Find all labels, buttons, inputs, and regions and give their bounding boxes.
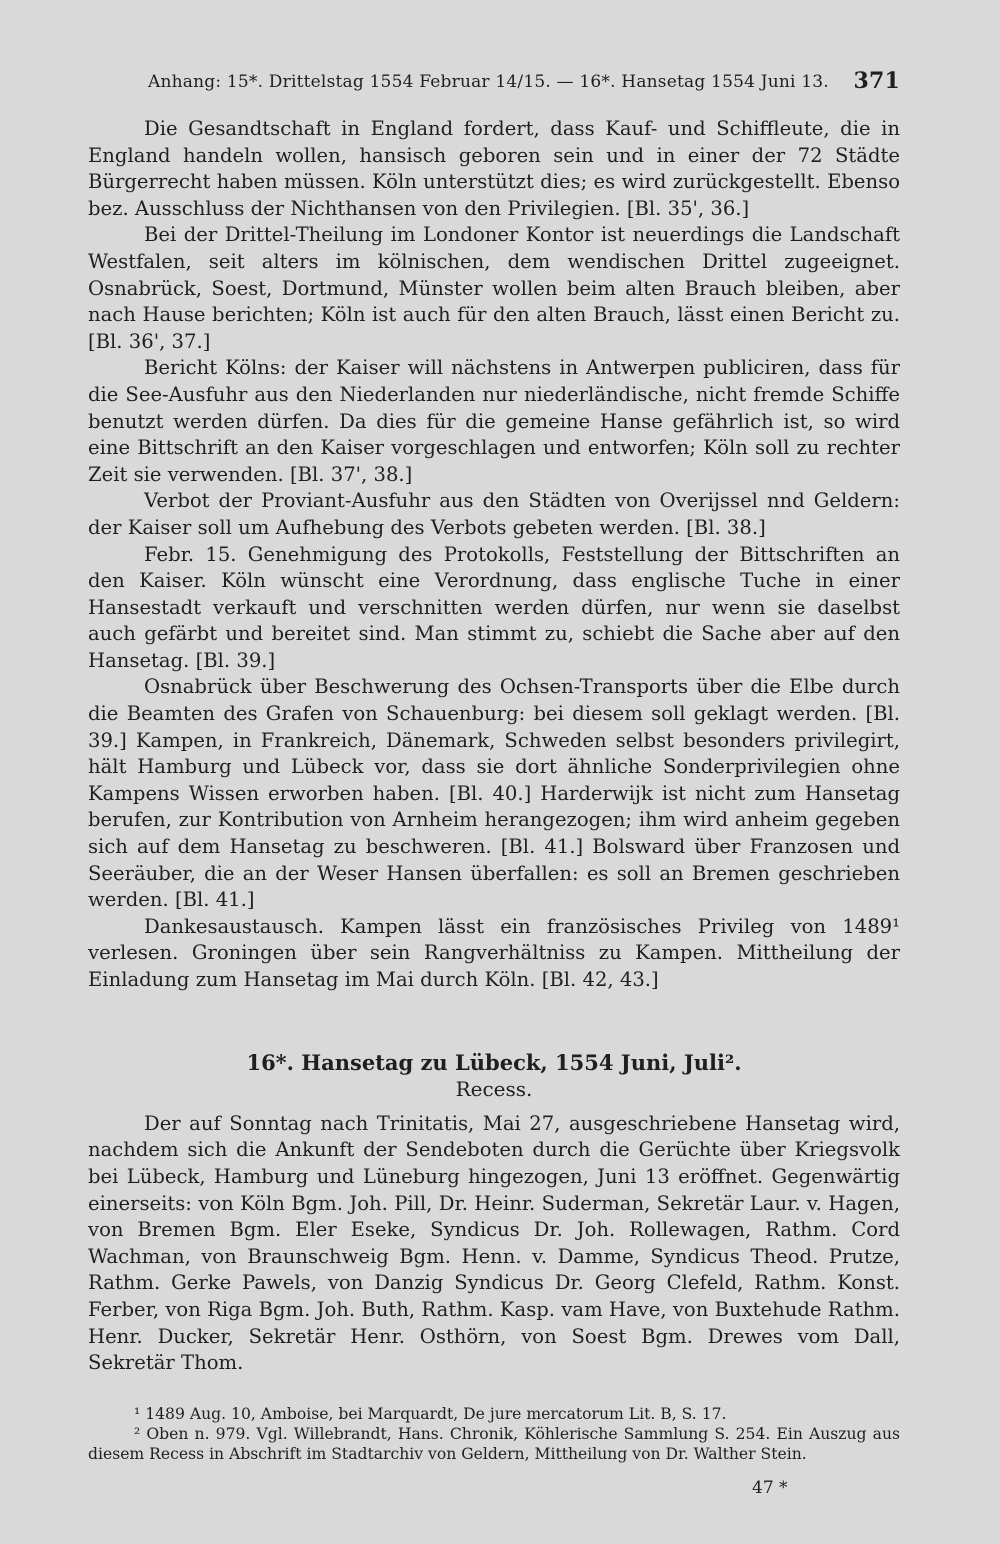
footnotes bbox=[88, 1404, 900, 1464]
section-title: 16*. Hansetag zu Lübeck, 1554 Juni, Juli². bbox=[246, 1049, 742, 1075]
main-text bbox=[88, 116, 900, 1377]
signature-mark: 47 * bbox=[752, 1478, 788, 1498]
footnote-2: ² Oben n. 979. Vgl. Willebrandt, Hans. Chronik, Köhlerische Sammlung S. 254. Ein Auszug aus diesem Recess in Abschrift im Stadtarchiv von Geldern, Mittheilung von Dr. Walther Stein. bbox=[88, 1425, 900, 1463]
footnote-1: ¹ 1489 Aug. 10, Amboise, bei Marquardt, De jure mercatorum Lit. B, S. 17. bbox=[134, 1405, 727, 1423]
paragraph-7: Dankesaustausch. Kampen lässt ein französisches Privileg von 1489¹ verlesen. Groningen über sein Rangverhältniss zu Kampen. Mittheilung der Einladung zum Hansetag im Mai durch Köln. [Bl. 42, 43.] bbox=[88, 914, 900, 991]
running-header bbox=[148, 68, 900, 94]
paragraph-5: Febr. 15. Genehmigung des Protokolls, Feststellung der Bittschriften an den Kaiser. Köln wünscht eine Verordnung, dass englische Tuche in einer Hansestadt verkauft und verschnitten werden dürfen, nur wenn sie daselbst auch gefärbt und bereitet sind. Man stimmt zu, schiebt die Sache aber auf den Hansetag. [Bl. 39.] bbox=[88, 542, 900, 672]
paragraph-4: Verbot der Proviant-Ausfuhr aus den Städten von Overijssel nnd Geldern: der Kaiser soll um Aufhebung des Verbots gebeten werden. [Bl. 38.] bbox=[88, 489, 900, 539]
paragraph-6: Osnabrück über Beschwerung des Ochsen-Transports über die Elbe durch die Beamten des Grafen von Schauenburg: bei diesem soll geklagt werden. [Bl. 39.] Kampen, in Frankreich, Dänemark, Schweden selbst besonders privilegirt, hält Hamburg und Lübeck vor, dass sie dort ähnliche Sonderprivilegien ohne Kampens Wissen erworben haben. [Bl. 40.] Harderwijk ist nicht zum Hansetag berufen, zur Kontribution von Arnheim herangezogen; ihm wird anheim gegeben sich auf dem Hansetag zu beschweren. [Bl. 41.] Bolsward über Franzosen und Seeräuber, die an der Weser Hansen überfallen: es soll an Bremen geschrieben werden. [Bl. 41.] bbox=[88, 675, 900, 912]
page-number: 371 bbox=[853, 68, 900, 94]
running-title: Anhang: 15*. Drittelstag 1554 Februar 14/15. — 16*. Hansetag 1554 Juni 13. bbox=[148, 72, 829, 92]
paragraph-2: Bei der Drittel-Theilung im Londoner Kontor ist neuerdings die Landschaft Westfalen, seit alters im kölnischen, dem wendischen Drittel zugeeignet. Osnabrück, Soest, Dortmund, Münster wollen beim alten Brauch bleiben, aber nach Hause berichten; Köln ist auch für den alten Brauch, lässt einen Bericht zu. [Bl. 36', 37.] bbox=[88, 223, 900, 353]
paragraph-3: Bericht Kölns: der Kaiser will nächstens in Antwerpen publiciren, dass für die See-Ausfuhr aus den Niederlanden nur niederländische, nicht fremde Schiffe benutzt werden dürfen. Da dies für die gemeine Hanse gefährlich ist, so wird eine Bittschrift an den Kaiser vorgeschlagen und entworfen; Köln soll zu rechter Zeit sie verwenden. [Bl. 37', 38.] bbox=[88, 356, 900, 486]
section-subtitle: Recess. bbox=[455, 1077, 533, 1102]
paragraph-1: Die Gesandtschaft in England fordert, dass Kauf- und Schiffleute, die in England handeln wollen, hansisch geboren sein und in einer der 72 Städte Bürgerrecht haben müssen. Köln unterstützt dies; es wird zurückgestellt. Ebenso bez. Ausschluss der Nichthansen von den Privilegien. [Bl. 35', 36.] bbox=[88, 117, 900, 220]
section-paragraph: Der auf Sonntag nach Trinitatis, Mai 27, ausgeschriebene Hansetag wird, nachdem sich die Ankunft der Sendeboten durch die Gerüchte über Kriegsvolk bei Lübeck, Hamburg und Lüneburg hingezogen, Juni 13 eröffnet. Gegenwärtig einerseits: von Köln Bgm. Joh. Pill, Dr. Heinr. Suderman, Sekretär Laur. v. Hagen, von Bremen Bgm. Eler Eseke, Syndicus Dr. Joh. Rollewagen, Rathm. Cord Wachman, von Braunschweig Bgm. Henn. v. Damme, Syndicus Theod. Prutze, Rathm. Gerke Pawels, von Danzig Syndicus Dr. Georg Clefeld, Rathm. Konst. Ferber, von Riga Bgm. Joh. Buth, Rathm. Kasp. vam Have, von Buxtehude Rathm. Henr. Ducker, Sekretär Henr. Osthörn, von Soest Bgm. Drewes vom Dall, Sekretär Thom. bbox=[88, 1111, 900, 1375]
